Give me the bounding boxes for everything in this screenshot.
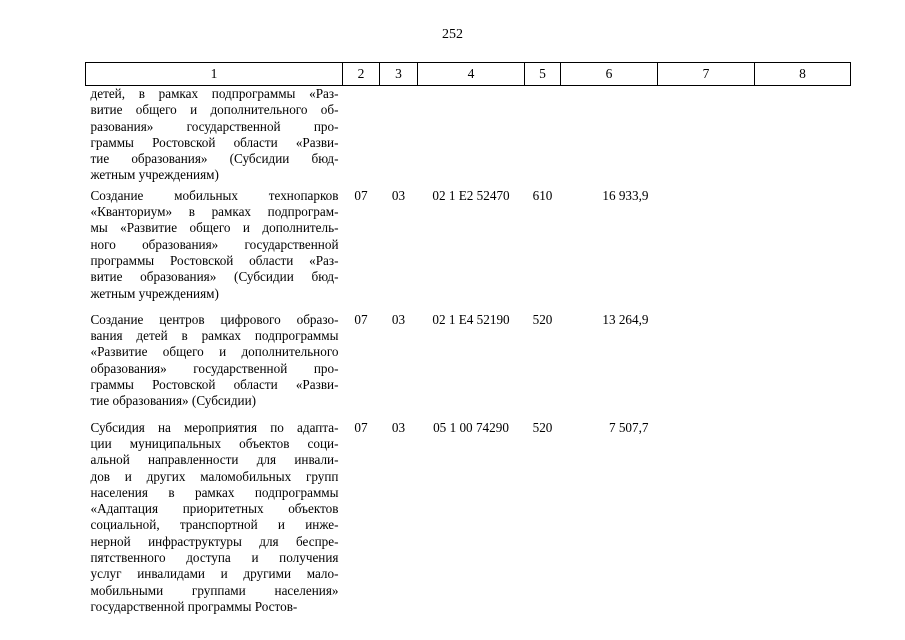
- description-line: тие образования» (Субсидии): [90, 393, 257, 409]
- amount-cell-3: [755, 308, 851, 416]
- header-cell: 3: [380, 63, 418, 86]
- target-article-cell: 02 1 E2 52470: [432, 187, 510, 203]
- description-line: программы Ростовской области «Раз-: [90, 252, 339, 268]
- expense-type-cell: 520: [532, 419, 553, 435]
- amount-cell-2: [658, 86, 755, 184]
- subsection-code-cell: 03: [391, 187, 406, 203]
- table-row: [86, 308, 851, 416]
- section-code-cell: 07: [354, 311, 368, 327]
- header-cell: 1: [86, 63, 343, 86]
- amount-cell: [561, 86, 658, 184]
- description-line: Создание центров цифрового образо-: [90, 311, 339, 327]
- description-line: вания детей в рамках подпрограммы: [90, 328, 339, 344]
- description-line: дов и других маломобильных групп: [90, 468, 339, 484]
- amount-cell: 16 933,9: [602, 187, 649, 203]
- row-description: [86, 308, 343, 416]
- description-line: витие образования» (Субсидии бюд-: [90, 269, 339, 285]
- row-description: [86, 416, 343, 622]
- row-description: [86, 184, 343, 308]
- subsection-code-cell: [380, 86, 418, 184]
- amount-cell-3: [755, 416, 851, 622]
- description-line: нерной инфраструктуры для беспре-: [90, 533, 339, 549]
- amount-cell-3: [755, 86, 851, 184]
- amount-cell-2: [658, 308, 755, 416]
- expense-type-cell: 520: [532, 311, 553, 327]
- description-line: альной направленности для инвали-: [90, 452, 339, 468]
- subsection-code-cell: 03: [391, 419, 406, 435]
- description-line: Создание мобильных технопарков: [90, 187, 339, 203]
- description-line: пятственного доступа и получения: [90, 550, 339, 566]
- target-article-cell: 02 1 E4 52190: [432, 311, 510, 327]
- description-line: ции муниципальных объектов соци-: [90, 435, 339, 451]
- description-line: жетным учреждениям): [90, 285, 219, 301]
- amount-cell-3: [755, 184, 851, 308]
- header-cell: 2: [343, 63, 380, 86]
- header-cell: 7: [658, 63, 755, 86]
- description-line: граммы Ростовской области «Разви-: [90, 134, 339, 150]
- section-code-cell: 07: [354, 419, 368, 435]
- description-line: услуг инвалидами и другими мало-: [90, 566, 339, 582]
- description-line: населения в рамках подпрограммы: [90, 484, 339, 500]
- table-header-row: [86, 63, 851, 86]
- description-line: Субсидия на мероприятия по адапта-: [90, 419, 339, 435]
- header-cell: 4: [418, 63, 525, 86]
- description-line: жетным учреждениям): [90, 167, 219, 183]
- row-description: [86, 86, 343, 184]
- section-code-cell: [343, 86, 380, 184]
- description-line: мобильными группами населения»: [90, 582, 339, 598]
- description-line: социальной, транспортной и инже-: [90, 517, 339, 533]
- description-line: детей, в рамках подпрограммы «Раз-: [90, 86, 339, 101]
- description-line: «Кванториум» в рамках подпрограм-: [90, 204, 339, 220]
- description-line: ного образования» государственной: [90, 236, 339, 252]
- description-line: «Развитие общего и дополнительного: [90, 344, 339, 360]
- description-line: тие образования» (Субсидии бюд-: [90, 151, 339, 167]
- table-row: [86, 184, 851, 308]
- target-article-cell: [418, 86, 525, 184]
- description-line: государственной программы Ростов-: [90, 598, 298, 614]
- description-line: разования» государственной про-: [90, 118, 339, 134]
- description-line: витие общего и дополнительного об-: [90, 102, 339, 118]
- table-row: [86, 86, 851, 184]
- table-body: [86, 86, 851, 622]
- header-cell: 6: [561, 63, 658, 86]
- subsection-code-cell: 03: [391, 311, 406, 327]
- header-cell: 8: [755, 63, 851, 86]
- description-line: «Адаптация приоритетных объектов: [90, 501, 339, 517]
- target-article-cell: 05 1 00 74290: [433, 419, 509, 435]
- expense-type-cell: 610: [532, 187, 553, 203]
- budget-table: [85, 62, 851, 621]
- section-code-cell: 07: [354, 187, 368, 203]
- header-cell: 5: [525, 63, 561, 86]
- table-row: [86, 416, 851, 622]
- page-number: 252: [442, 27, 463, 42]
- amount-cell-2: [658, 416, 755, 622]
- expense-type-cell: [525, 86, 561, 184]
- description-line: образования» государственной про-: [90, 360, 339, 376]
- description-line: граммы Ростовской области «Разви-: [90, 377, 339, 393]
- amount-cell: 7 507,7: [608, 419, 649, 435]
- amount-cell-2: [658, 184, 755, 308]
- description-line: мы «Развитие общего и дополнитель-: [90, 220, 339, 236]
- amount-cell: 13 264,9: [602, 311, 649, 327]
